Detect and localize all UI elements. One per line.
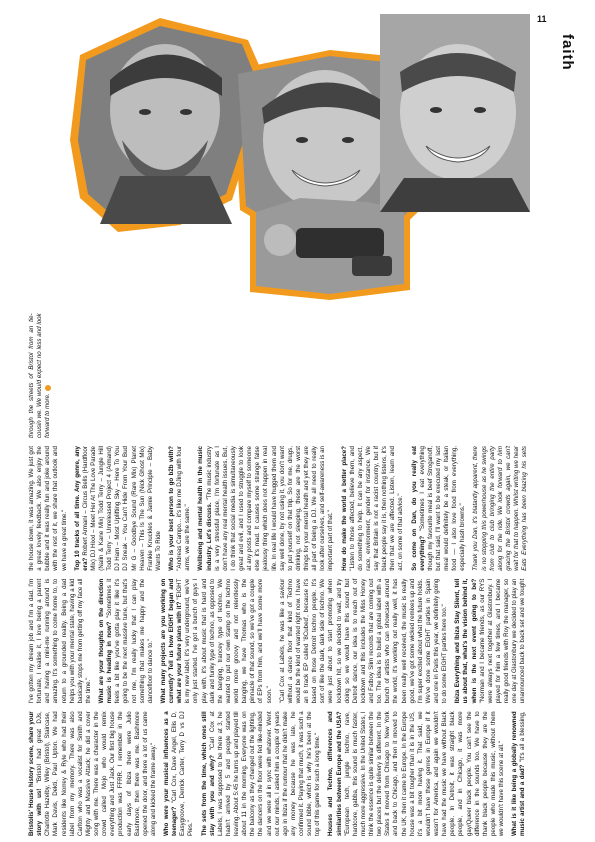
article-paragraph (327, 711, 506, 836)
interview-article (28, 48, 534, 836)
question-text: What is it like being a globally renowned music artist and a dad? (511, 711, 527, 836)
article-paragraph (197, 446, 335, 571)
article-paragraph (201, 711, 323, 836)
question-text: What many projects are you working on currently? Tell us how EIGHT began and what are your future plans with it? (159, 578, 184, 704)
answer-text: "Sometimes it feels a bit like you've gotta play it like it's going to be the next massive tune, but that's not me, I'm really lucky that I can play something that makes me happy and the dancefloor to dance to." (106, 578, 154, 704)
article-paragraph (411, 446, 468, 571)
question-text: The sets from the time, which ones still stay with you and why? (200, 711, 216, 836)
end-dot-icon (45, 385, 51, 391)
answer-text: Thank you Dan, it's blatantly apparent, there is no stopping this powerhouse as he swings from club to club bringing the entire party along for the ride. We look forward to him gracing the Bristol crowds again, we can't wait for that to happen. Whilst writing we hear Eats Everything has been blazing his sets through the streets of Bristol from an tie-cousin we. We would expect no less and look forward to more. (28, 313, 529, 571)
article-paragraph (341, 446, 406, 571)
answer-text: "Carl Cox at Labels, I was supposed to be there at 3, he hadn't arrived by 5 and people started leaving. About 5:45 he turns up and played till about 11 in the morning. Everyone was on the balcony as they changed out the lighting, the dancers on the floor were fed like-minded and we were all in sync with whatever. Went out our minds, I asked him a couple of years ago in Ibiza if the rumour that he didn't make any money because he was late, he confirmed it. Playing that much, it was such a sound bible, which is why he's been at the top of this game for such a long time." (208, 711, 322, 836)
question-text: What are your thoughts on the direction music is heading in now? (98, 578, 114, 704)
section-title: faith (559, 34, 576, 71)
question-text: Houses and Techno, differences and similarities between Europe and the USA? (327, 711, 343, 836)
question-text: Top 10 tracks of all time. Any genre, any era? (73, 446, 89, 571)
article-paragraph (74, 446, 163, 571)
question-text: Wellbeing and mental health in the music industry. Let's discuss. (197, 446, 213, 571)
question-text: So come on Dan, do you really eat everything? (410, 446, 426, 571)
question-text: Who were your musical influences as a teenager? (163, 711, 179, 836)
article-paragraph (160, 579, 274, 704)
question-text: Bristolis' House history scene, share your story with us! (28, 711, 44, 836)
answer-text: "EIGHT is my new label, it's very underground, we've only just started. I've got a bunch of guys I play with, it's about music that is hard and dark and funky type of techno, as opposed to the banging, trancey type of techno. We wanted to put our own stamp on the techno world more groovy and not relentlessly banging, we have Thomas who is the pinnacle of that sound, so we've got a couple of EPs from him, and we'll have some more soon." (176, 578, 273, 704)
answer-text: "Norman and I became friends, as our RYS were always next together at Glastonbury. I played for him a few times, and I became really good friends with Roy the manager, so one day at Glastonbury we decided to play an unannounced back to back set and we tought the house down, it was amazing. We just got a great lovely feedback. We also enjoy the bubble and it was really fun and joke around with the rest of it, we share that outlook and we have a great time." (28, 446, 527, 704)
article-paragraph (98, 579, 155, 704)
question-text: Ibiza Everything and Ibiza Stay Silent, tell us about that, what's the vision behind it, when is the next event going to be? (454, 578, 478, 704)
answer-text: Robert Armani – Circus Bells (Hardfloor Mix) DJ Hixxl – Meet Her At The Love Parade (Nalin & Kane Mix) Todd Terry – Jungle Hill Todd Terry – Unreleased Project 4 (Armand) DJ Ham – Most Uplifting Sky – Here To You DJ Sneak – You Can't Hide From Your Bud Mr G – Goodbye Sound (Rare Mix) Planet Heaven – This Is The Sun (Nick Ghost Mix) Frankie Knuckles & Jamie Principle – Baby Wants To Ride (81, 446, 162, 571)
article-paragraph (279, 579, 450, 704)
answer-text: "It's all a blessing, I've gotten my dream job and I'm a dad. I'm fortunate, I realise it, I love being a parent and having a mini-me running around is amazing. It's something to come home to, to return to a grounded reality. Being a dad helps you with your mental state, having a kid basically stops me from getting off my face all the time." (28, 578, 527, 765)
answer-text: "Carl Cox at Labels, he was like a saviour without a dance floor that kind of Techno would be the kind of wanted right now. I have an 8 track EP called '8Cubed', because it's based on those Detroit techno people. It's sort of like the dark, dark side of techno. We were just about to start promoting when lockdown hit, so we decided to wait, and try doing so we would have this sound but Detroit dance, our idea is to reach out of lockdown and this includes the Miss Honey and Fatboy Slim records that are coming out too. The idea is to build a global label with a bunch of artists who can showcase around the world, it's working out really well, it has been really well received, the music is really good, we've got some wicked remixes up and I'm super excited about what the future holds. We've done some EIGHT parties in Spain and one in Paris this year, we definitely going to do some EIGHT parties here too." (278, 578, 449, 704)
answer-text: "The music industry is a very stressful place, I'm fortunate as I don't have any real mental health issues. But, I do think that social media is simultaneously great and evil, and I used to struggle to look at any posts and compare myself to someone else it's mad. It causes some strange false jealousy thing which does not happen in real life. In real life I would have hugged them and say well done, by not using it, you don't want to put yourself on that trip. So for me, drugs, drinking, not sleeping, these are the worst things for your mental health and yet they are all part of being a DJ. We all need to really look after ourselves, and self-awareness is an important part of that." (205, 446, 335, 571)
answer-text: "Listen to those affected, believe them, and do something to help. It can be any aspect, race, environment, gender for instance. We say that Britain is not a racist country, but if black people say it is, then nothing listens, it's then that we are affected. Listen, learn and act, on some of that advice." (348, 446, 405, 571)
answer-text: "Andreas Campo... it's like me DJing with four arms, we are the same." (176, 446, 192, 571)
question-text: Who is your best person to go b2b with? (168, 446, 175, 571)
article-paragraph (163, 711, 196, 836)
answer-text: "Carl Cox, Dave Angel, Ellis D, Easygroove, Derrick Carter, Terry D vs DJ Pies." (171, 711, 195, 836)
answer-text: "Sometimes I eat everything though my favourite meal is beef Stroganoff, but that said, I'll want to be executed my last meal would definitely be a steak, or Italian food — I also love food from everything, especially hash browns." (418, 446, 467, 571)
article-paragraph (168, 446, 192, 571)
page-number: 11 (537, 14, 547, 24)
article-paragraph (28, 711, 158, 836)
answer-text: "European tech, jungle techno, rave, hardcore, gabba, this sound is much faster, much more aggressive. In the United States, I think the essence is quite similar between the two places but the delivery is different. In the States it moved from Chicago to New York and back to Chicago, and then it moved to the UK, then it came to Europe. In the Europe house was a bit tougher than it is in the US, it's a bit more having it. That said, we wouldn't have these genres in Europe if it wasn't for America, and again we wouldn't have had the music we have without Black people. In Detroit, it was straight black people, and in Chicago, it was more gay/Queer black people. You can't see the difference in the sounds too. We have to thank black people because they are the people who made this music, without them we wouldn't have this scene at all." (343, 711, 505, 836)
answer-text: "Bristol had great DJs, Charlotte Hazelby, Wiley (Bristol), Staircase, Mark Davis, Dekti, Paul Upton. We had residents like Norrey & Ryle who had their label from my memory. There was also Carlton who was a vocalist for Smith and Mighty and Massive Attack; he did a cover song with me. There was a character in the crowd called Mojo who would remix everything and Just Jack. Our first big house production was FFRR. I remember in the early days of Ibiza there were Julio Bashmore, then there was me. Bashmore opened the door, and there a lot of us came along and kicked the frame away." (36, 711, 157, 836)
question-text: How do make the world a better place? (340, 446, 348, 571)
